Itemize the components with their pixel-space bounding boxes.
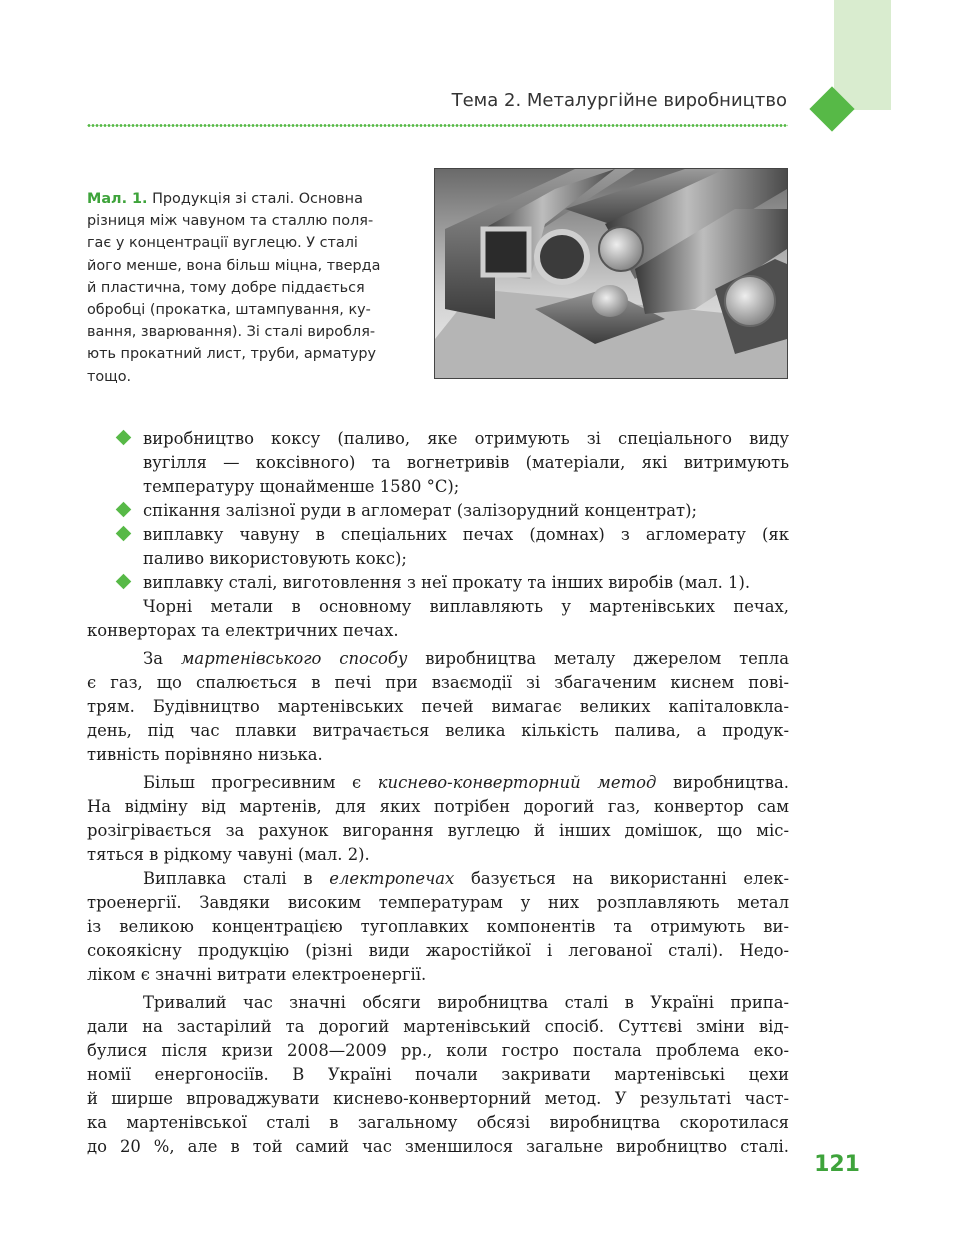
text-run: виробництва металу джерелом тепла bbox=[407, 649, 789, 668]
text-run: базується на використанні елек- bbox=[454, 869, 790, 888]
steel-products-image bbox=[434, 168, 788, 379]
text-run: За bbox=[143, 649, 181, 668]
bullet-line bbox=[87, 571, 789, 595]
text-run: Більш прогресивним є bbox=[143, 773, 378, 792]
bullet-text: спікання залізної руди в агломерат (залізорудний концентрат); bbox=[143, 501, 698, 520]
paragraph-line: троенергії. Завдяки високим температурам у них розплавляють метал bbox=[87, 893, 789, 912]
caption-text: Продукція зі сталі. Основна bbox=[147, 191, 363, 207]
caption-line: гає у концентрації вуглецю. У сталі bbox=[87, 235, 358, 252]
paragraph-line: булися після кризи 2008—2009 рр., коли гостро постала проблема еко- bbox=[87, 1041, 789, 1060]
emphasis-term: електропечах bbox=[329, 869, 455, 888]
header-dotted-divider bbox=[87, 123, 788, 128]
bullet-diamond-icon bbox=[116, 430, 132, 446]
body-text bbox=[87, 427, 789, 1159]
caption-line: вання, зварювання). Зі сталі виробля- bbox=[87, 324, 376, 341]
caption-line bbox=[87, 188, 395, 210]
figure-label: Мал. 1. bbox=[87, 191, 148, 207]
bullet-line bbox=[87, 427, 789, 451]
paragraph-line: ліком є значні витрати електроенергії. bbox=[87, 965, 427, 984]
bullet-diamond-icon bbox=[116, 526, 132, 542]
caption-line: обробці (прокатка, штампування, ку- bbox=[87, 302, 371, 319]
figure-caption bbox=[87, 188, 395, 388]
paragraph-line: й ширше впроваджувати киснево-конверторний метод. У результаті част- bbox=[87, 1089, 789, 1108]
caption-line: ють прокатний лист, труби, арматуру bbox=[87, 346, 377, 363]
paragraph-line: день, під час плавки витрачається велика кількість палива, а продук- bbox=[87, 721, 789, 740]
text-run: Виплавка сталі в bbox=[143, 869, 330, 888]
paragraph-line: є газ, що спалюється в печі при взаємодії зі збагаченим киснем пові- bbox=[87, 673, 789, 692]
paragraph-line: із великою концентрацією тугоплавких компонентів та отримують ви- bbox=[87, 917, 789, 936]
paragraph-line: до 20 %, але в той самий час зменшилося загальне виробництво сталі. bbox=[87, 1137, 789, 1156]
caption-line: його менше, вона більш міцна, тверда bbox=[87, 257, 381, 274]
paragraph-line: дали на застарілий та дорогий мартенівський спосіб. Суттєві зміни від- bbox=[87, 1017, 789, 1036]
bullet-line: температуру щонайменше 1580 °С); bbox=[143, 477, 460, 496]
caption-line: й пластична, тому добре піддається bbox=[87, 279, 365, 296]
page-number: 121 bbox=[814, 1152, 860, 1177]
bullet-text: виробництво коксу (паливо, яке отримують зі спеціального виду bbox=[143, 429, 789, 448]
paragraph-line bbox=[87, 771, 789, 795]
paragraph-line: розігрівається за рахунок вигорання вуглецю й інших домішок, що міс- bbox=[87, 821, 789, 840]
page-header-title: Тема 2. Металургійне виробництво bbox=[451, 90, 787, 111]
paragraph-line: Чорні метали в основному виплавляють у мартенівських печах, bbox=[143, 597, 789, 616]
paragraph-line bbox=[87, 867, 789, 891]
paragraph-line: трям. Будівництво мартенівських печей вимагає великих капіталовкла- bbox=[87, 697, 789, 716]
bullet-text: виплавку сталі, виготовлення з неї прокату та інших виробів (мал. 1). bbox=[143, 573, 751, 592]
paragraph-line: На відміну від мартенів, для яких потрібен дорогий газ, конвертор сам bbox=[87, 797, 789, 816]
paragraph-line: номії енергоносіїв. В Україні почали закривати мартенівські цехи bbox=[87, 1065, 789, 1084]
emphasis-term: мартенівського способу bbox=[180, 649, 408, 668]
bullet-diamond-icon bbox=[116, 574, 132, 590]
bullet-line bbox=[87, 499, 789, 523]
bullet-line: паливо використовують кокс); bbox=[143, 549, 407, 568]
paragraph-line: сокоякісну продукцію (різні види жаростійкої і легованої сталі). Недо- bbox=[87, 941, 789, 960]
caption-line: тощо. bbox=[87, 368, 132, 385]
paragraph-line bbox=[87, 647, 789, 671]
bullet-text: виплавку чавуну в спеціальних печах (домнах) з агломерату (як bbox=[143, 525, 789, 544]
paragraph-line: ка мартенівської сталі в загальному обсязі виробництва скоротилася bbox=[87, 1113, 789, 1132]
caption-line: різниця між чавуном та сталлю поля- bbox=[87, 213, 374, 230]
bullet-line bbox=[87, 523, 789, 547]
paragraph-line: конверторах та електричних печах. bbox=[87, 621, 399, 640]
emphasis-term: киснево-конверторний метод bbox=[377, 773, 657, 792]
bullet-line: вугілля — коксівного) та вогнетривів (матеріали, які витримують bbox=[143, 453, 789, 472]
chapter-tab bbox=[834, 0, 891, 110]
text-run: виробництва. bbox=[656, 773, 789, 792]
paragraph-line: тяться в рідкому чавуні (мал. 2). bbox=[87, 845, 370, 864]
paragraph-line: тивність порівняно низька. bbox=[87, 745, 323, 764]
bullet-diamond-icon bbox=[116, 502, 132, 518]
paragraph-line: Тривалий час значні обсяги виробництва сталі в Україні припа- bbox=[143, 993, 789, 1012]
